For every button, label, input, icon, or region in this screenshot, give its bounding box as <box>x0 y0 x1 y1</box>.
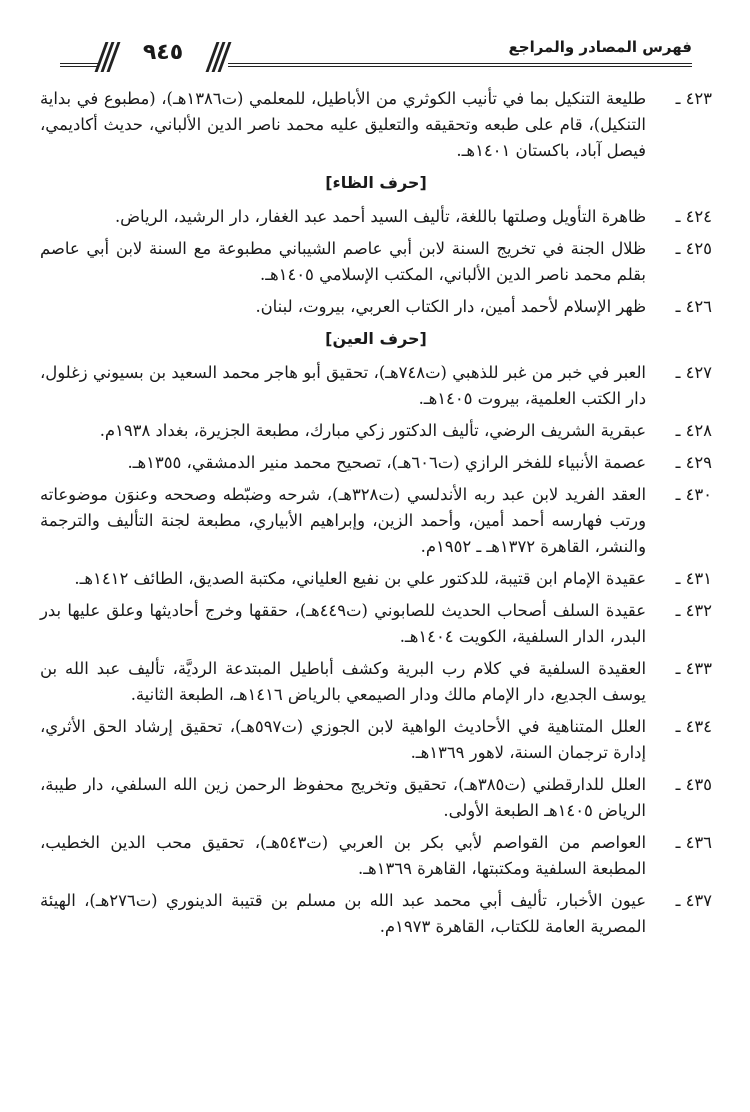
bibliography-entry <box>40 418 712 444</box>
bibliography-entry <box>40 294 712 320</box>
entry-text: ظلال الجنة في تخريج السنة لابن أبي عاصم الشيباني مطبوعة مع السنة لابن أبي عاصم بقلم محمد ناصر الدين الألباني، المكتب الإسلامي ١٤٠٥هـ. <box>40 239 646 284</box>
entry-text: العبر في خبر من غبر للذهبي (ت٧٤٨هـ)، تحقيق أبو هاجر محمد السعيد بن بسيوني زغلول، دار الكتب العلمية، بيروت ١٤٠٥هـ. <box>40 363 646 408</box>
entry-text: عيون الأخبار، تأليف أبي محمد عبد الله بن مسلم بن قتيبة الدينوري (ت٢٧٦هـ)، الهيئة المصرية العامة للكتاب، القاهرة ١٩٧٣م. <box>40 891 647 936</box>
entry-text: العلل للدارقطني (ت٣٨٥هـ)، تحقيق وتخريج محفوظ الرحمن زين الله السلفي، دار طيبة، الرياض ١٤٠٥هـ الطبعة الأولى. <box>40 775 646 820</box>
bibliography-entry <box>40 772 712 824</box>
entry-text: عقيدة السلف أصحاب الحديث للصابوني (ت٤٤٩هـ)، حققها وخرج أحاديثها وعلق عليها بدر البدر، الدار السلفية، الكويت ١٤٠٤هـ. <box>40 601 646 646</box>
entry-text: ظهر الإسلام لأحمد أمين، دار الكتاب العربي، بيروت، لبنان. <box>255 297 646 316</box>
bibliography-entry <box>40 714 712 766</box>
entry-text: العقيدة السلفية في كلام رب البرية وكشف أباطيل المبتدعة الرديَّة، تأليف عبد الله بن يوسف الجديع، دار الإمام مالك ودار الصيمعي بالرياض ١٤١٦هـ، الطبعة الثانية. <box>40 659 646 704</box>
bibliography-entry <box>40 566 712 592</box>
section-heading-ain: [حرف العين] <box>325 329 427 348</box>
bibliography-entry <box>40 598 712 650</box>
bibliography-entry <box>40 656 712 708</box>
bibliography-list <box>40 86 712 946</box>
bibliography-entry <box>40 830 712 882</box>
entry-number: ٤٢٩ ـ <box>675 453 712 472</box>
entry-number: ٤٣٥ ـ <box>675 775 712 794</box>
entry-number: ٤٢٥ ـ <box>675 239 712 258</box>
bibliography-entry <box>40 482 712 560</box>
entry-text: العقد الفريد لابن عبد ربه الأندلسي (ت٣٢٨هـ)، شرحه وضبّطه وصححه وعنوَن موضوعاته ورتب فهارسه أحمد أمين، وأحمد الزين، وإبراهيم الأبياري، مطبعة لجنة التأليف والترجمة والنشر، القاهرة ١٣٧٢هـ ـ ١٩٥٢م. <box>40 485 646 556</box>
page-number-frame <box>98 42 228 70</box>
bibliography-entry <box>40 204 712 230</box>
running-title: فهرس المصادر والمراجع <box>508 38 692 56</box>
bibliography-entry <box>40 86 712 164</box>
entry-text: عقيدة الإمام ابن قتيبة، للدكتور علي بن نفيع العلياني، مكتبة الصديق، الطائف ١٤١٢هـ. <box>74 569 646 588</box>
entry-text: عصمة الأنبياء للفخر الرازي (ت٦٠٦هـ)، تصحيح محمد منير الدمشقي، ١٣٥٥هـ. <box>127 453 646 472</box>
entry-text: عبقرية الشريف الرضي، تأليف الدكتور زكي مبارك، مطبعة الجزيرة، بغداد ١٩٣٨م. <box>99 421 646 440</box>
entry-text: العلل المتناهية في الأحاديث الواهية لابن الجوزي (ت٥٩٧هـ)، تحقيق إرشاد الحق الأثري، إدارة ترجمان السنة، لاهور ١٣٦٩هـ. <box>40 717 646 762</box>
entry-text: العواصم من القواصم لأبي بكر بن العربي (ت٥٤٣هـ)، تحقيق محب الدين الخطيب، المطبعة السلفية ومكتبتها، القاهرة ١٣٦٩هـ. <box>40 833 647 878</box>
entry-number: ٤٢٦ ـ <box>675 297 712 316</box>
entry-number: ٤٢٣ ـ <box>675 89 712 108</box>
entry-number: ٤٢٨ ـ <box>675 421 712 440</box>
bibliography-entry <box>40 236 712 288</box>
entry-number: ٤٢٤ ـ <box>675 207 712 226</box>
entry-number: ٤٣١ ـ <box>675 569 712 588</box>
bibliography-entry <box>40 360 712 412</box>
bibliography-entry <box>40 450 712 476</box>
entry-number: ٤٣٦ ـ <box>675 833 712 852</box>
entry-number: ٤٣٤ ـ <box>675 717 712 736</box>
entry-number: ٤٢٧ ـ <box>675 363 712 382</box>
entry-number: ٤٣٧ ـ <box>675 891 712 910</box>
entry-number: ٤٣٠ ـ <box>675 485 712 504</box>
page-header <box>60 36 692 72</box>
entry-number: ٤٣٣ ـ <box>675 659 712 678</box>
entry-number: ٤٣٢ ـ <box>675 601 712 620</box>
bibliography-entry <box>40 888 712 940</box>
section-heading-zaa: [حرف الظاء] <box>325 173 427 192</box>
entry-text: طليعة التنكيل بما في تأنيب الكوثري من الأباطيل، للمعلمي (ت١٣٨٦هـ)، (مطبوع في بداية التنكيل)، قام على طبعه وتحقيقه والتعليق عليه محمد ناصر الدين الألباني، حديث أكاديمي، فيصل آباد، باكستان ١٤٠١هـ. <box>40 89 646 160</box>
page-number: ٩٤٥ <box>142 40 184 65</box>
entry-text: ظاهرة التأويل وصلتها باللغة، تأليف السيد أحمد عبد الغفار، دار الرشيد، الرياض. <box>114 207 646 226</box>
